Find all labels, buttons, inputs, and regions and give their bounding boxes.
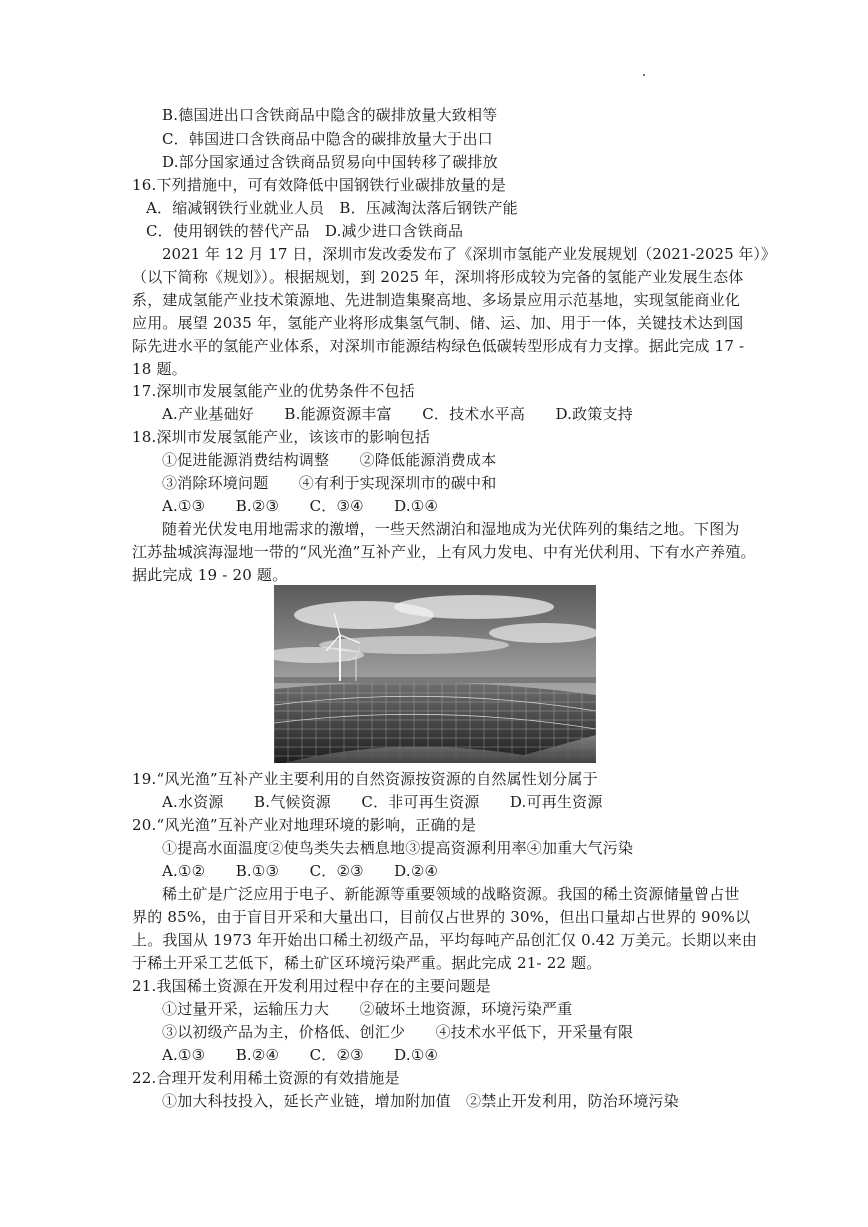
passage-hydrogen-line-1: 2021 年 12 月 17 日，深圳市发改委发布了《深圳市氢能产业发展规划（2021-2025 年）》: [162, 245, 776, 263]
passage-rare-earth-line-2: 界的 85%，由于盲目开采和大量出口，目前仅占世界的 30%，但出口量却占世界的 90%以: [132, 908, 751, 926]
passage-solar-line-1: 随着光伏发电用地需求的激增，一些天然湖泊和湿地成为光伏阵列的集结之地。下图为: [162, 520, 740, 538]
question-18-stem: 18.深圳市发展氢能产业，该该市的影响包括: [132, 428, 431, 446]
question-22-statements-12: ①加大科技投入，延长产业链，增加附加值 ②禁止开发利用，防治环境污染: [162, 1092, 679, 1110]
passage-hydrogen-line-3: 系，建成氢能产业技术策源地、先进制造集聚高地、多场景应用示范基地，实现氢能商业化: [132, 291, 741, 309]
option-15-c: C．韩国进口含铁商品中隐含的碳排放量大于出口: [162, 130, 493, 148]
passage-hydrogen-line-6: 18 题。: [132, 360, 187, 378]
passage-hydrogen-line-5: 际先进水平的氢能产业体系，对深圳市能源结构绿色低碳转型形成有力支撑。据此完成 17 -: [132, 337, 745, 355]
question-21-statements-34: ③以初级产品为主，价格低、创汇少 ④技术水平低下，开采量有限: [162, 1023, 634, 1041]
passage-rare-earth-line-3: 上。我国从 1973 年开始出口稀土初级产品，平均每吨产品创汇仅 0.42 万美元。长期以来由: [132, 931, 758, 949]
question-20-options: A.①② B.①③ C．②③ D.②④: [162, 862, 439, 880]
passage-solar-line-3: 据此完成 19 - 20 题。: [132, 566, 288, 584]
question-19-stem: 19.“风光渔”互补产业主要利用的自然资源按资源的自然属性划分属于: [132, 770, 598, 788]
passage-solar-line-2: 江苏盐城滨海湿地一带的“风光渔”互补产业，上有风力发电、中有光伏利用、下有水产养殖。: [132, 543, 756, 561]
question-18-statements-12: ①促进能源消费结构调整 ②降低能源消费成本: [162, 451, 497, 469]
question-17-stem: 17.深圳市发展氢能产业的优势条件不包括: [132, 382, 415, 400]
question-21-statements-12: ①过量开采，运输压力大 ②破坏土地资源，环境污染严重: [162, 1000, 573, 1018]
question-21-options: A.①③ B.②④ C．②③ D.①④: [162, 1046, 439, 1064]
question-21-stem: 21.我国稀土资源在开发利用过程中存在的主要问题是: [132, 977, 491, 995]
question-18-statements-34: ③消除环境问题 ④有利于实现深圳市的碳中和: [162, 474, 497, 492]
passage-hydrogen-line-4: 应用。展望 2035 年，氢能产业将形成集氢气制、储、运、加、用于一体，关键技术达到国: [132, 314, 744, 332]
question-18-options: A.①③ B.②③ C．③④ D.①④: [162, 497, 439, 515]
passage-rare-earth-line-1: 稀土矿是广泛应用于电子、新能源等重要领域的战略资源。我国的稀土资源储量曾占世: [162, 885, 740, 903]
question-19-options: A.水资源 B.气候资源 C．非可再生资源 D.可再生资源: [162, 793, 603, 811]
question-20-stem: 20.“风光渔”互补产业对地理环境的影响，正确的是: [132, 816, 477, 834]
question-16-options-cd: C．使用钢铁的替代产品 D.减少进口含铁商品: [146, 222, 464, 240]
question-22-stem: 22.合理开发利用稀土资源的有效措施是: [132, 1069, 400, 1087]
passage-rare-earth-line-4: 于稀土开采工艺低下，稀土矿区环境污染严重。据此完成 21- 22 题。: [132, 954, 602, 972]
scan-speck: [643, 74, 645, 76]
question-16-options-ab: A．缩减钢铁行业就业人员 B．压减淘汰落后钢铁产能: [146, 199, 518, 217]
question-16-stem: 16.下列措施中，可有效降低中国钢铁行业碳排放量的是: [132, 176, 507, 194]
passage-hydrogen-line-2: （以下简称《规划》）。根据规划，到 2025 年，深圳将形成较为完备的氢能产业发展生态体: [132, 268, 744, 286]
question-20-statements: ①提高水面温度②使鸟类失去栖息地③提高资源利用率④加重大气污染: [162, 839, 634, 857]
option-15-d: D.部分国家通过含铁商品贸易向中国转移了碳排放: [162, 153, 498, 171]
question-17-options: A.产业基础好 B.能源资源丰富 C．技术水平高 D.政策支持: [162, 405, 633, 423]
option-15-b: B.德国进出口含铁商品中隐含的碳排放量大致相等: [162, 106, 498, 124]
wind-solar-fishery-photo: [274, 585, 596, 763]
